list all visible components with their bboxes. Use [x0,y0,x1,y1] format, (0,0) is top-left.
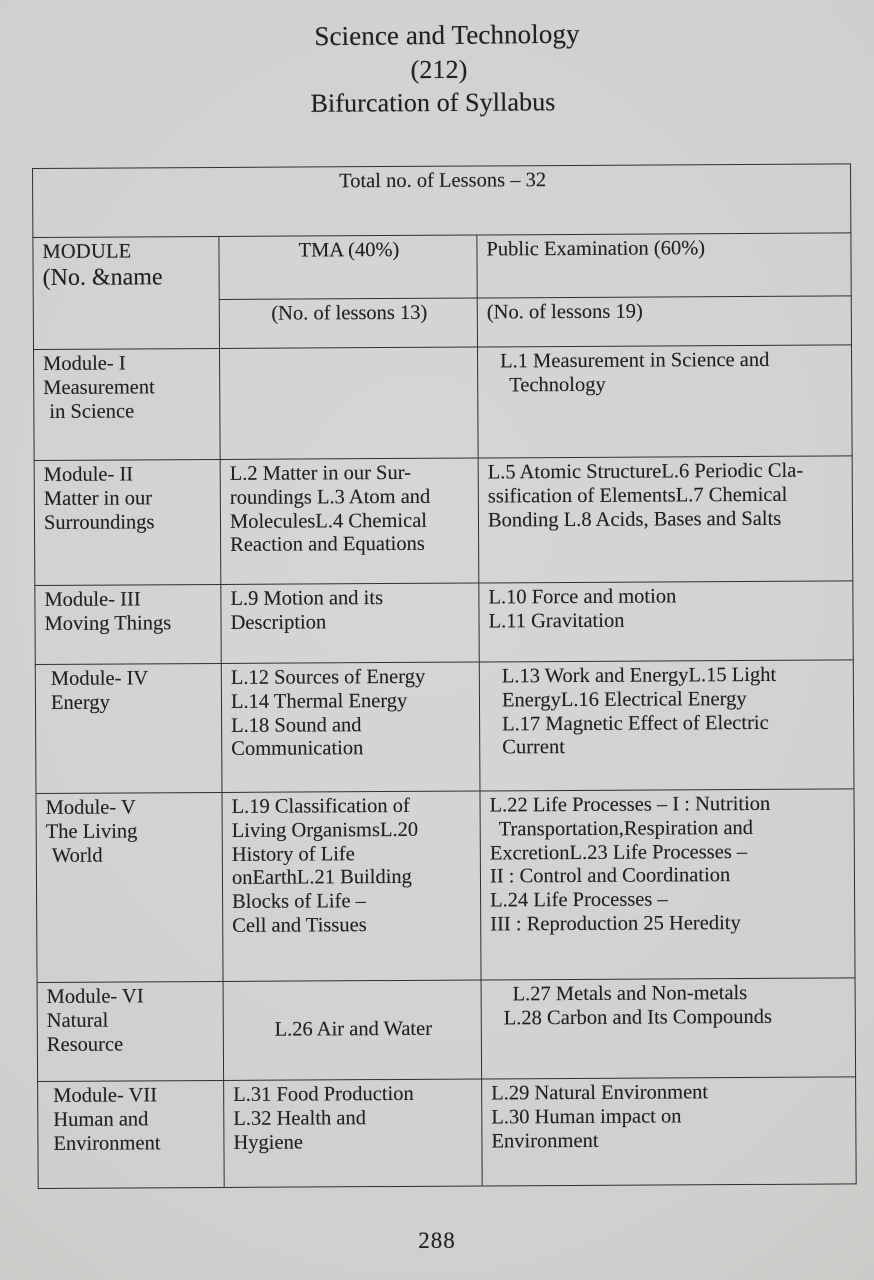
lesson-line: History of Life [231,842,355,866]
module-name-cell [37,981,224,1081]
lesson-line: Hygiene [233,1131,303,1154]
table-header-row [33,233,851,301]
module-line: Module- VII [53,1084,158,1107]
table-row [38,1077,857,1189]
module-line: The Living [45,820,138,843]
tma-cell: L.26 Air and Water [223,980,482,1080]
module-line: World [51,844,103,867]
lesson-line: L.27 Metals and Non-metals [512,982,748,1006]
lesson-line: L.29 Natural Environment [491,1081,709,1105]
total-lessons-row [33,164,851,238]
lesson-line: L.22 Life Processes – I : Nutrition [489,792,771,817]
syllabus-table-container [32,163,856,1189]
lesson-line: L.24 Life Processes – [490,888,668,912]
table-row [35,660,854,794]
lesson-line: L.11 Gravitation [488,609,625,633]
lesson-line: Living OrganismsL.20 [231,818,419,842]
public-exam-cell [478,456,853,583]
lesson-line: L.14 Thermal Energy [230,689,408,713]
module-line: Resource [46,1033,124,1056]
public-exam-cell [479,581,853,662]
lesson-line: L.28 Carbon and Its Compounds [503,1005,773,1030]
module-line: Module- III [44,588,141,611]
lesson-line: II : Control and Coordination [489,864,731,888]
syllabus-table [32,163,857,1189]
lesson-line: L.12 Sources of Energy [230,665,426,689]
module-line: Module- VI [46,985,144,1008]
table-row [34,345,853,461]
public-exam-cell [479,660,854,791]
lesson-line: L.18 Sound and [231,713,362,737]
document-subtitle: Bifurcation of Syllabus [310,87,556,118]
tma-cell [222,791,481,981]
lesson-line: Blocks of Life – [232,890,366,913]
lesson-line: L.10 Force and motion [488,585,677,609]
subheader-tma-lessons: (No. of lessons 13) [219,298,477,348]
lesson-line: Reaction and Equations [230,533,425,557]
header-public-exam-cell: Public Examination (60%) [477,233,851,298]
module-line: Natural [46,1009,109,1032]
module-line: in Science [49,399,135,423]
tma-cell [221,662,480,792]
lesson-line: Communication [231,737,364,761]
lesson-line: L.2 Matter in our Sur- [229,461,411,485]
module-line: Module- IV [50,667,149,690]
page-title [0,18,874,119]
lesson-line: L.19 Classification of [231,794,410,818]
lesson-line: L.13 Work and EnergyL.15 Light [501,663,777,688]
lesson-line: Environment [491,1129,599,1152]
lesson-line: EnergyL.16 Electrical Energy [501,687,747,712]
module-line: Measurement [43,376,155,399]
module-line: Energy [50,691,110,714]
header-module-line2: (No. &name [42,264,163,291]
public-exam-cell [480,789,855,980]
module-line: Moving Things [44,611,172,635]
lesson-line: L.1 Measurement in Science and [500,348,770,373]
module-line: Surroundings [43,510,155,534]
module-line: Module- II [43,463,134,486]
header-tma-cell: TMA (40%) [219,235,477,299]
lesson-line: L.30 Human impact on [491,1105,682,1129]
module-name-cell [35,584,221,664]
lesson-line: roundings L.3 Atom and [229,485,431,509]
table-row [34,456,853,586]
lesson-line: Description [230,611,327,634]
lesson-line: onEarthL.21 Building [231,866,412,890]
tma-cell [220,458,479,584]
module-name-cell [36,792,223,982]
table-row [35,581,853,665]
module-line: Module- I [43,352,126,375]
table-row [36,789,855,983]
lesson-line: Technology [509,373,606,397]
lesson-line: ExcretionL.23 Life Processes – [489,840,748,864]
public-exam-cell [481,978,856,1079]
module-name-cell [34,459,221,585]
lesson-line: MoleculesL.4 Chemical [229,509,428,533]
lesson-line: L.17 Magnetic Effect of Electric [502,711,769,735]
module-name-cell [34,348,221,460]
document-title: Science and Technology [314,18,580,52]
lesson-line: Bonding L.8 Acids, Bases and Salts [487,507,782,531]
lesson-line: Transportation,Respiration and [498,816,754,841]
module-line: Matter in our [43,487,153,510]
subheader-public-lessons: (No. of lessons 19) [477,296,851,347]
lesson-line: III : Reproduction 25 Heredity [490,911,741,936]
tma-cell [221,583,479,663]
total-lessons-cell: Total no. of Lessons – 32 [33,164,851,238]
module-line: Environment [53,1131,161,1155]
page-number: 288 [418,1228,456,1253]
tma-cell [220,347,479,459]
tma-cell [224,1079,483,1187]
lesson-line: Cell and Tissues [232,913,367,937]
lesson-line: Current [502,736,565,759]
module-name-cell [38,1080,225,1188]
module-name-cell [35,663,222,793]
lesson-line: L.5 Atomic StructureL.6 Periodic Cla- [487,459,804,484]
module-line: Module- V [45,796,136,819]
lesson-line: L.9 Motion and its [230,587,384,610]
course-code: (212) [410,54,468,84]
lesson-line: L.31 Food Production [233,1082,414,1106]
module-line: Human and [53,1108,149,1131]
table-row [37,978,856,1082]
header-module-cell [33,236,220,349]
lesson-line: ssification of ElementsL.7 Chemical [487,483,788,508]
public-exam-cell [478,345,853,458]
lesson-line: L.32 Health and [233,1106,367,1130]
public-exam-cell [482,1077,857,1186]
header-module-line1: MODULE [42,240,132,263]
